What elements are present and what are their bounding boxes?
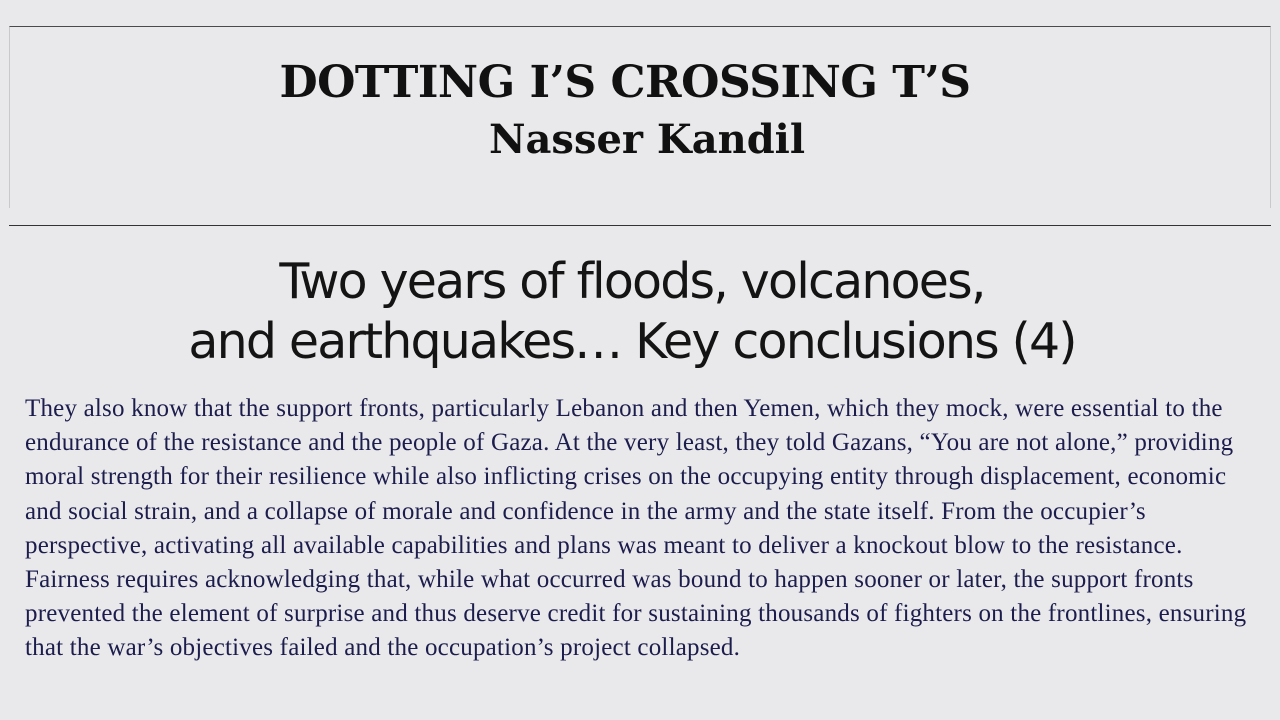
author-name: Nasser Kandil: [488, 116, 806, 163]
header-divider: [9, 225, 1271, 226]
article-body: They also know that the support fronts, particularly Lebanon and then Yemen, which they mock, were essential to the endurance of the resistance and the people of Gaza. At the very least, they told Gazans, “You are not alone,” providing moral strength for their resilience while also inflicting crises on the occupying entity through displacement, economic and social strain, and a collapse of morale and confidence in the army and the state itself. From the occupier’s perspective, activating all available capabilities and plans was meant to deliver a knockout blow to the resistance. Fairness requires acknowledging that, while what occurred was bound to happen sooner or later, the support fronts prevented the element of surprise and thus deserve credit for sustaining thousands of fighters on the frontlines, ensuring that the war’s objectives failed and the occupation’s project collapsed.: [25, 395, 1247, 662]
article-title-line-2: and earthquakes… Key conclusions (4): [188, 313, 1076, 370]
article-title-line-1: Two years of floods, volcanoes,: [279, 253, 985, 310]
article-title: [0, 252, 1264, 372]
series-title: DOTTING I’S CROSSING T’S: [279, 57, 971, 108]
